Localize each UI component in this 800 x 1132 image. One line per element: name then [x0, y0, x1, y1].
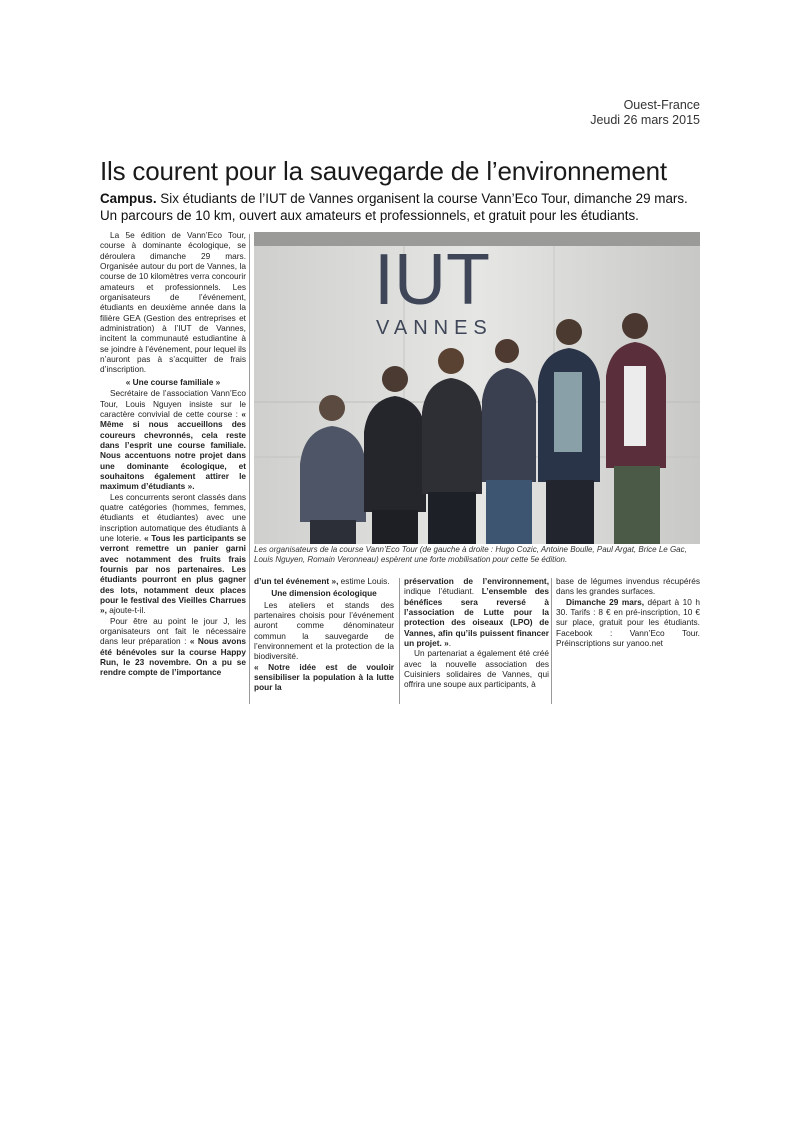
col3-p1-text: indique l’étudiant.: [404, 586, 482, 597]
col2-p3-quote: « Notre idée est de vouloir sensibiliser la population à la lutte pour la: [254, 661, 394, 693]
lead-line-2: Un parcours de 10 km, ouvert aux amateurs et professionnels, et gratuit pour les étudiants.: [100, 208, 639, 223]
col1-p2-text: Secrétaire de l’association Vann’Eco Tour, Louis Nguyen insiste sur le caractère convivial de cette course :: [100, 388, 246, 419]
column-divider-1: [249, 234, 250, 704]
group-photo-illustration: [254, 232, 700, 544]
publication-name: Ouest-France: [623, 98, 700, 112]
col3-paragraph-2: Un partenariat a également été créé avec la nouvelle association des Cuisiniers solidaires de Vannes, qui offrira une soupe aux participants, à: [404, 648, 549, 690]
sign-main-text: IUT: [374, 240, 490, 320]
col4-paragraph-2: [556, 597, 700, 649]
col1-p3-tail: ajoute-t-il.: [106, 605, 146, 616]
col1-p2-quote: « Même si nous accueillons des coureurs chevronnés, cela reste dans l’esprit une course familiale. Nous accentuons notre projet dans une dominante écologique, et souhaitons également attirer le maximum d’étudiants ».: [100, 408, 247, 492]
col4-practical-info: départ à 10 h 30. Tarifs : 8 € en pré-inscription, 10 € sur place, gratuit pour les étudiants. Facebook : Vann’Eco Tour. Préinscriptions sur yanoo.net: [556, 596, 700, 649]
column-divider-2: [399, 578, 400, 704]
col2-paragraph-1: [254, 576, 394, 586]
article-lead: [100, 190, 710, 224]
article-title: Ils courent pour la sauvegarde de l’environnement: [100, 156, 667, 186]
col1-paragraph-3: [100, 492, 246, 616]
col1-paragraph-4: [100, 616, 246, 678]
lead-line-1: [100, 190, 710, 207]
col2-paragraph-2: Les ateliers et stands des partenaires choisis pour l’événement auront comme dénominateur commun la sauvegarde de l’environnement et la protection de la biodiversité.: [254, 599, 394, 662]
sign-sub-text: VANNES: [376, 317, 493, 339]
col2-p1-tail: estime Louis.: [338, 576, 390, 586]
col4-date: Dimanche 29 mars,: [566, 596, 645, 607]
col2-p1-quote: d’un tel événement »,: [254, 576, 339, 586]
column-1: [100, 230, 246, 678]
subheading-dimension-ecologique: Une dimension écologique: [271, 588, 377, 599]
col3-p1-quote-2: L’ensemble des bénéfices sera reversé à l’association de Lutte pour la protection des oiseaux (LPO) de Vannes, afin qu’ils puissent financer un projet. »: [404, 586, 549, 649]
col1-p4-text: Pour être au point le jour J, les organisateurs ont fait le nécessaire dans leur préparation :: [100, 615, 246, 647]
publication-info: [590, 98, 700, 128]
publication-date: Jeudi 26 mars 2015: [590, 113, 700, 127]
col2-paragraph-3: [254, 662, 394, 693]
column-2: [254, 576, 394, 693]
col3-p1-quote: préservation de l’environnement,: [404, 576, 549, 586]
col4-paragraph-1: base de légumes invendus récupérés dans les grandes surfaces.: [556, 576, 700, 597]
col1-paragraph-1: La 5e édition de Vann’Eco Tour, course à dominante écologique, se déroulera dimanche 29 mars. Organisée autour du port de Vannes, la course de 10 kilomètres verra concourir amateurs et professionnels. Les organisateurs de l’événement, étudiants en deuxième année dans la filière GEA (Gestion des entreprises et administration) à l’IUT de Vannes, incitent la communauté estudiantine à se joindre à l’événement, pour lequel ils n’auront pas à s’acquitter de frais d’inscription.: [100, 230, 246, 375]
lead-text-1: Six étudiants de l’IUT de Vannes organisent la course Vann’Eco Tour, dimanche 29 mars.: [156, 191, 688, 206]
subheading-course-familiale: « Une course familiale »: [125, 376, 221, 387]
col1-p3-quote: « Tous les participants se verront remettre un panier garni avec notamment des fruits frais fournis par nos partenaires. Les étudiants pourront en plus gagner des lots, notamment deux places pour le festival des Vieilles Charrues »,: [100, 532, 247, 616]
col3-paragraph-1: [404, 576, 549, 648]
col1-p3-text: Les concurrents seront classés dans quatre catégories (hommes, femmes, étudiants et étudiantes) avec une inscription automatique des étudiants à une loterie.: [100, 491, 246, 543]
col3-p1-end: .: [448, 638, 452, 649]
column-4: [556, 576, 700, 648]
col1-p4-quote: « Nous avons été bénévoles sur la course Happy Run, le 23 novembre. On a pu se rendre compte de l’importance: [100, 636, 246, 678]
article-photo: [254, 232, 700, 544]
lead-label: Campus.: [100, 191, 157, 206]
column-divider-3: [551, 578, 552, 704]
photo-caption: Les organisateurs de la course Vann’Eco Tour (de gauche à droite : Hugo Cozic, Antoine Boulle, Paul Argat, Brice Le Gac, Louis Nguyen, Romain Veronneau) espèrent une forte mobilisation pour cette 5e édition.: [254, 545, 687, 564]
column-3: [404, 576, 549, 690]
col1-paragraph-2: [100, 388, 246, 491]
